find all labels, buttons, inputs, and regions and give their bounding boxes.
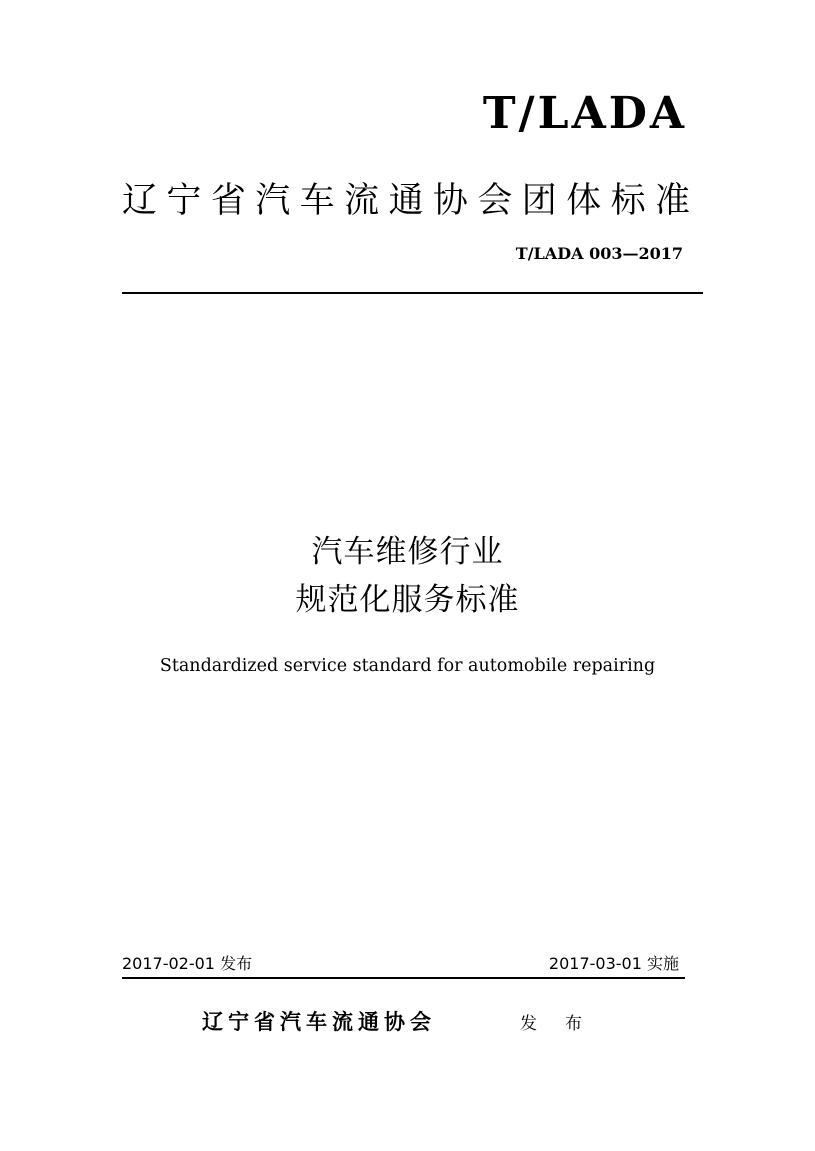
brand-mark: T/LADA bbox=[482, 88, 687, 139]
issuer-action: 发布 bbox=[520, 1014, 610, 1034]
issue-date: 2017-02-01 发布 bbox=[122, 954, 253, 973]
bottom-divider bbox=[122, 977, 685, 979]
organization-title: 辽宁省汽车流通协会团体标准 bbox=[122, 181, 690, 221]
title-line-1: 汽车维修行业 bbox=[311, 534, 504, 570]
implementation-date: 2017-03-01 实施 bbox=[548, 954, 679, 973]
issuer-name: 辽宁省汽车流通协会 bbox=[202, 1010, 436, 1034]
title-line-2: 规范化服务标准 bbox=[295, 582, 520, 618]
document-title bbox=[0, 528, 815, 624]
top-divider bbox=[122, 292, 703, 294]
english-title: Standardized service standard for automobile repairing bbox=[159, 656, 656, 676]
standard-number: T/LADA 003—2017 bbox=[515, 244, 683, 263]
